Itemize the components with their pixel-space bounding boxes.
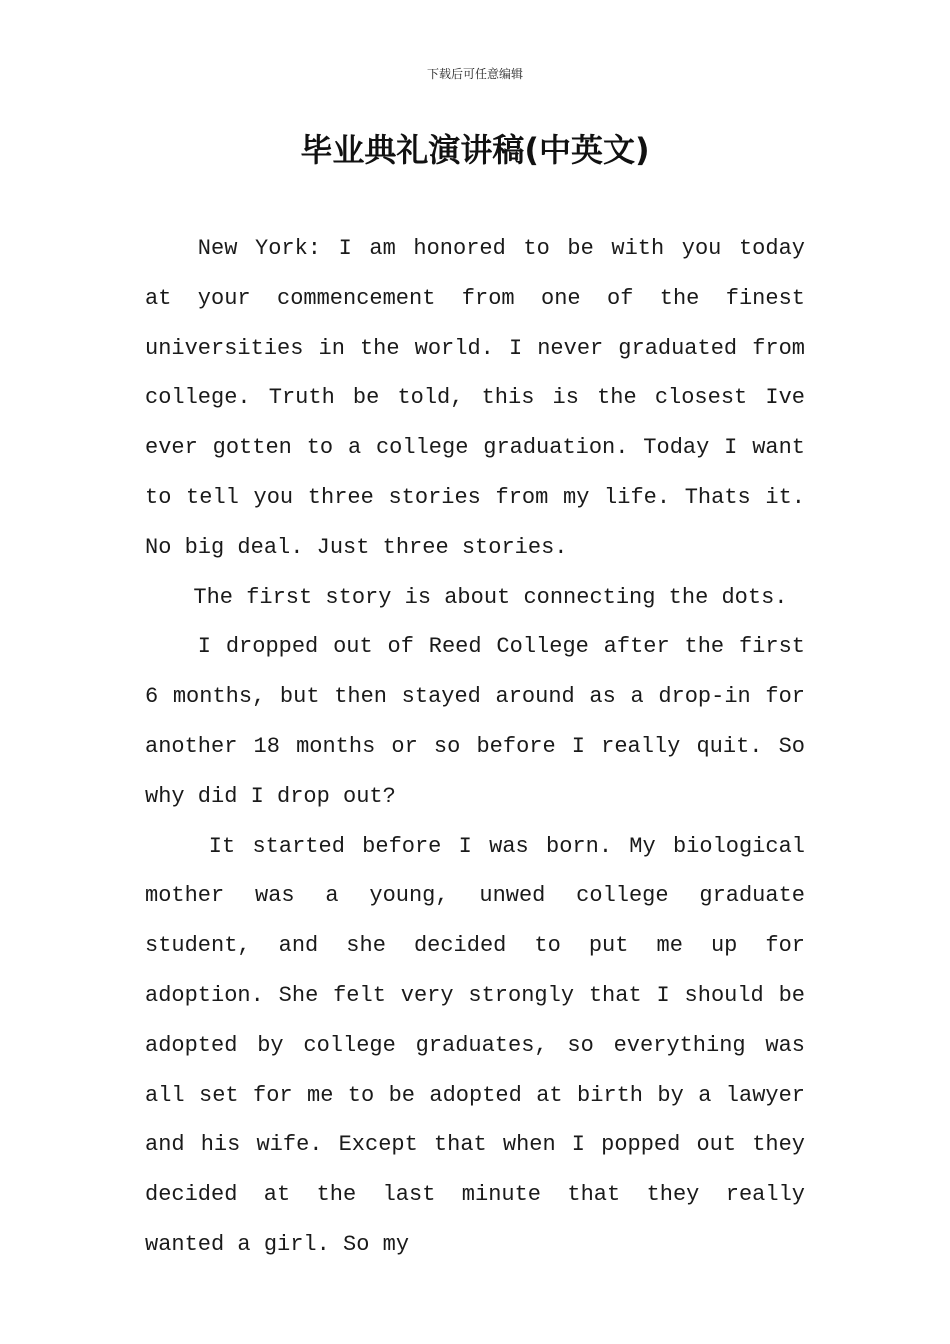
paragraph-dropped-out: I dropped out of Reed College after the first 6 months, but then stayed around as a drop-in for another 18 months or so before I really quit. So why did I drop out? [145,634,805,809]
document-body [145,224,805,1270]
paragraph-before-born: It started before I was born. My biological mother was a young, unwed college graduate student, and she decided to put me up for adoption. She felt very strongly that I should be adopted by college graduates, so everything was all set for me to be adopted at birth by a lawyer and his wife. Except that when I popped out they decided at the last minute that they really wanted a girl. So my [145,833,805,1257]
document-title: 毕业典礼演讲稿(中英文) [300,131,650,169]
paragraph-intro: New York: I am honored to be with you today at your commencement from one of the finest universities in the world. I never graduated from college. Truth be told, this is the closest Ive ever gotten to a college graduation. Today I want to tell you three stories from my life. Thats it. No big deal. Just three stories. [145,236,805,560]
page-header-note: 下载后可任意编辑 [426,67,523,81]
paragraph-first-story: The first story is about connecting the dots. [193,584,788,610]
